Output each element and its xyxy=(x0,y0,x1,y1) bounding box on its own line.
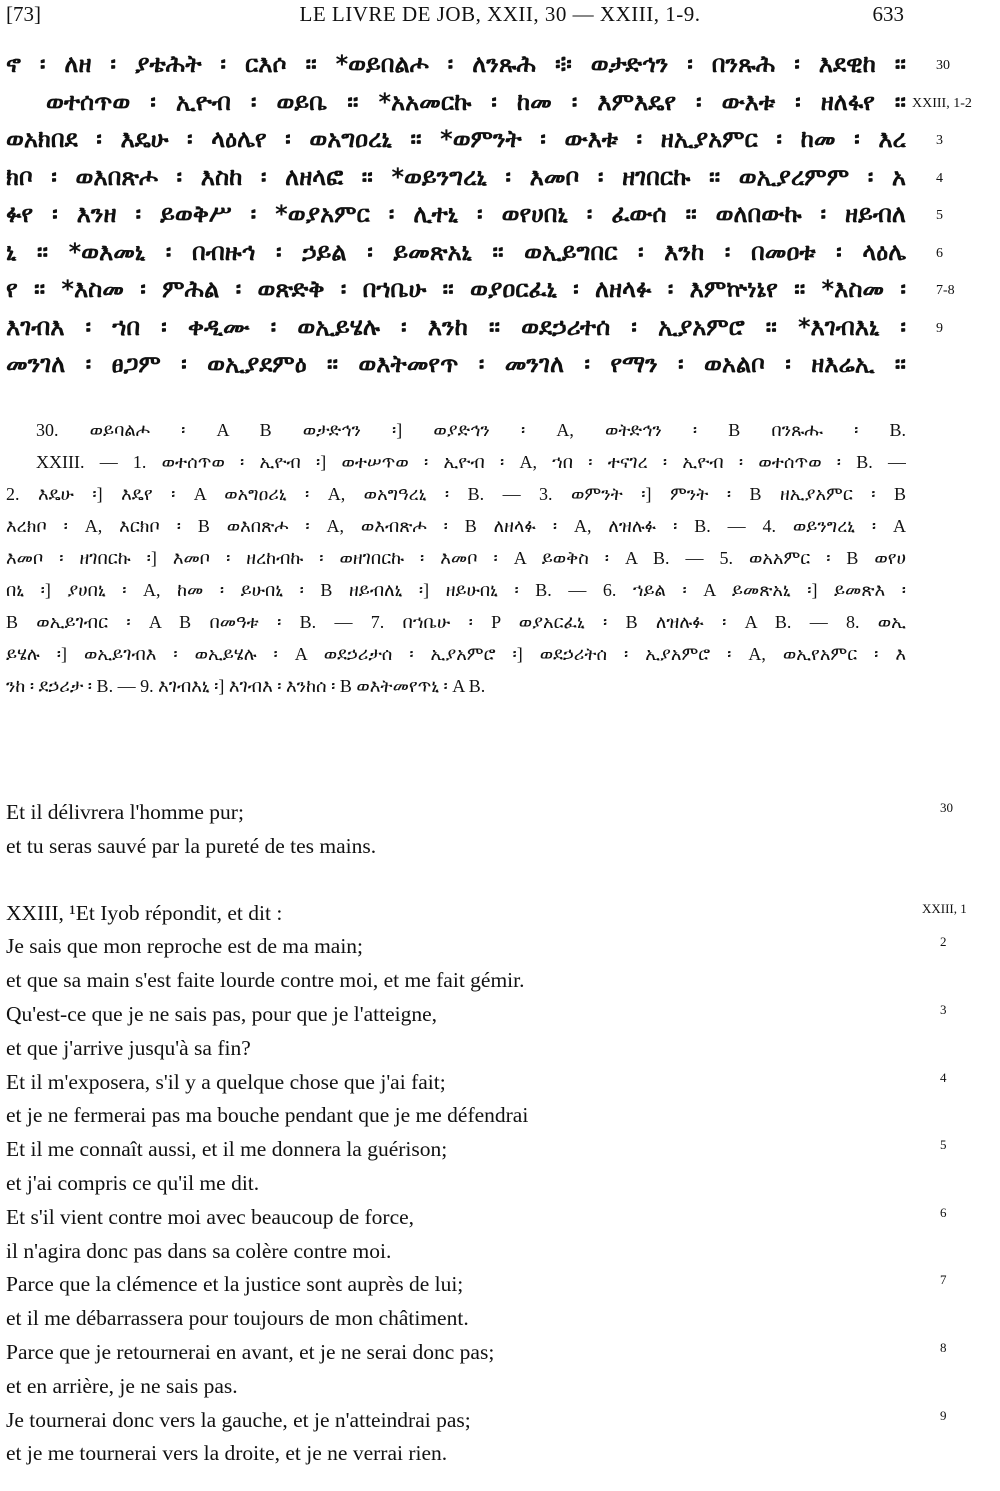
verse-number xyxy=(920,1302,1000,1336)
apparatus-line: ንከ ፡ ደኃሪታ ፡ B. — 9. እገብእኒ ፡] እገብእ ፡ እንከሰ ፡ B ወእትመየጥኒ ፡ A B. xyxy=(6,676,486,696)
ethiopic-text-block xyxy=(6,46,906,384)
apparatus-line: B ወኢይገብር ፡ A B በመዓቱ ፡ B. — 7. በኀቤሁ ፡ P ወያአርፈኒ ፡ B ለዝሉፉ ፡ A B. — 8. ወኢ xyxy=(6,612,906,632)
apparatus-line: 30. ወይባልሖ ፡ A B ወታድኅን ፡] ወያድኅን ፡ A, ወትድኅን ፡ B በንጹሑ ፡ B. xyxy=(36,420,906,440)
verse-number: 9 xyxy=(940,1407,947,1423)
translation-line: et en arrière, je ne sais pas. xyxy=(6,1373,238,1398)
verse-number: 4 xyxy=(936,170,943,186)
verse-number: 5 xyxy=(940,1137,947,1153)
verse-number: 6 xyxy=(936,245,943,261)
verse-number: 5 xyxy=(936,208,943,223)
running-header xyxy=(0,2,1000,28)
verse-number: XXIII, 1 xyxy=(922,900,967,916)
page-marker: [73] xyxy=(6,2,41,26)
ethiopic-line: ፉየ ፡ እንዘ ፡ ይወቅሥ ፡ *ወያአምር ፡ ሊተኒ ፡ ወየሀበኒ ፡ ፈውሰ ። ወለበውኩ ፡ ዘይብለ xyxy=(6,200,906,228)
translation-line: Et il m'exposera, s'il y a quelque chose que j'ai fait; xyxy=(6,1069,446,1094)
verse-number xyxy=(920,1032,1000,1066)
apparatus-line: XXIII. — 1. ወተሰጥወ ፡ ኢዮብ ፡] ወተሠጥወ ፡ ኢዮብ ፡ A, ኀበ ፡ ተናገረ ፡ ኢዮብ ፡ ወተሰጥወ ፡ B. — xyxy=(36,452,906,472)
verse-number: 7-8 xyxy=(936,283,955,298)
translation-line: Et il me connaît aussi, et il me donnera la guérison; xyxy=(6,1137,448,1162)
translation-line: Et s'il vient contre moi avec beaucoup de force, xyxy=(6,1204,415,1229)
verse-number: 3 xyxy=(940,1001,947,1017)
apparatus-line: እመቦ ፡ ዘገበርኩ ፡] እመቦ ፡ ዘረከብኩ ፡ ወዘገበርኩ ፡ እመቦ ፡ A ይወቅስ ፡ A B. — 5. ወአአምር ፡ B ወየሀ xyxy=(6,548,906,568)
ethiopic-line: እገብእ ፡ ኀበ ፡ ቀዲሙ ፡ ወኢይሄሉ ፡ እንከ ። ወደኃሪተሰ ፡ ኢያአምሮ ። *እገብእኒ ፡ xyxy=(6,312,906,341)
ethiopic-line: ክቦ ፡ ወእበጽሖ ፡ እስከ ፡ ለዘላፎ ። *ወይንግረኒ ፡ እመቦ ፡ ዘገበርኩ ። ወኢያረምም ፡ አ xyxy=(6,162,906,191)
translation-line: Je sais que mon reproche est de ma main; xyxy=(6,934,364,959)
verse-number: 6 xyxy=(940,1204,947,1220)
translation-line: et j'ai compris ce qu'il me dit. xyxy=(6,1170,260,1195)
translation-line: et je ne fermerai pas ma bouche pendant que je me défendrai xyxy=(6,1103,529,1128)
verse-number: 2 xyxy=(940,934,947,950)
verse-number xyxy=(920,964,1000,998)
running-title: LE LIVRE DE JOB, XXII, 30 — XXIII, 1-9. xyxy=(299,2,701,26)
critical-apparatus xyxy=(6,414,906,702)
translation-line: et il me débarrassera pour toujours de mon châtiment. xyxy=(6,1306,469,1331)
verse-number: 30 xyxy=(936,58,950,73)
translation-line: Et il délivrera l'homme pur; xyxy=(6,800,244,824)
ethiopic-verse-numbers xyxy=(910,46,1000,384)
translation-line: et que sa main s'est faite lourde contre moi, et me fait gémir. xyxy=(6,968,525,993)
ethiopic-line: ኖ ፡ ለዘ ፡ ያቴሕት ፡ ርእሶ ። *ወይበልሖ ፡ ለንጹሕ ፨ ወታድኅን ፡ በንጹሕ ፡ እደዊከ ። xyxy=(6,50,906,78)
translation-line: et que j'arrive jusqu'à sa fin? xyxy=(6,1035,251,1060)
verse-number xyxy=(920,1370,1000,1404)
verse-number xyxy=(910,346,1000,384)
translation-line: et je me tournerai vers la droite, et je ne verrai rien. xyxy=(6,1441,448,1466)
verse-number xyxy=(920,1099,1000,1133)
french-verse-numbers xyxy=(920,796,1000,1471)
apparatus-line: 2. እዴሁ ፡] እዴየ ፡ A ወአግዐሪኒ ፡ A, ወአግዓረኒ ፡ B. — 3. ወምንት ፡] ምንት ፡ B ዘኢያአምር ፡ B xyxy=(6,484,906,504)
french-translation xyxy=(6,796,906,1471)
verse-number xyxy=(920,1437,1000,1471)
translation-line: Parce que la clémence et la justice sont auprès de lui; xyxy=(6,1272,464,1297)
stanza-gap xyxy=(920,864,1000,897)
translation-line: XXIII, ¹Et Iyob répondit, et dit : xyxy=(6,900,283,925)
apparatus-line: እረክቦ ፡ A, እርክቦ ፡ B ወእበጽሖ ፡ A, ወእብጽሖ ፡ B ለዘላፉ ፡ A, ለዝሉፉ ፡ B. — 4. ወይንግረኒ ፡ A xyxy=(6,516,906,536)
ethiopic-line: ኒ ። *ወእመኒ ፡ በብዙኅ ፡ ኃይል ፡ ይመጽአኒ ። ወኢይግበር ፡ እንከ ፡ በመዐቱ ፡ ላዕሌ xyxy=(6,237,906,266)
verse-number xyxy=(920,1235,1000,1269)
translation-line: Parce que je retournerai en avant, et je ne serai donc pas; xyxy=(6,1339,495,1364)
verse-number: 4 xyxy=(940,1069,947,1085)
ethiopic-line: ወአክበደ ፡ እዴሁ ፡ ላዕሌየ ፡ ወአግዐረኒ ። *ወምንት ፡ ውእቱ ፡ ዘኢያአምር ፡ ከመ ፡ እረ xyxy=(6,125,906,153)
verse-number: 9 xyxy=(936,320,943,336)
ethiopic-line: የ ። *እስመ ፡ ምሕል ፡ ወጽድቅ ፡ በኀቤሁ ። ወያዐርፈኒ ፡ ለዘላፉ ፡ እምኵነኔየ ። *እስመ ፡ xyxy=(6,275,906,303)
translation-line: et tu seras sauvé par la pureté de tes mains. xyxy=(6,833,377,858)
apparatus-line: በኒ ፡] ያሀበኒ ፡ A, ከመ ፡ ይሁበኒ ፡ B ዘይብለኒ ፡] ዘይሁበኒ ፡ B. — 6. ኀይል ፡ A ይመጽአኒ ፡] ይመጽእ ፡ xyxy=(6,580,906,600)
verse-number xyxy=(920,1167,1000,1201)
translation-line: Qu'est-ce que je ne sais pas, pour que je l'atteigne, xyxy=(6,1001,438,1026)
verse-number: 8 xyxy=(940,1339,947,1355)
page-number: 633 xyxy=(872,2,904,26)
ethiopic-line: መንገለ ፡ ፀጋም ፡ ወኢያደምዕ ። ወእትመየጥ ፡ መንገለ ፡ የማን ፡ ወአልቦ ፡ ዘእሬኢ ። xyxy=(6,350,906,378)
apparatus-line: ይሄሉ ፡] ወኢይገብእ ፡ ወኢይሄሉ ፡ A ወደኃሪታሰ ፡ ኢያአምሮ ፡] ወደኃሪትሰ ፡ ኢያአምሮ ፡ A, ወኢየአምር ፡ እ xyxy=(6,644,906,664)
verse-number: 30 xyxy=(940,800,953,815)
verse-number: 3 xyxy=(936,133,943,148)
translation-line: Je tournerai donc vers la gauche, et je n'atteindrai pas; xyxy=(6,1407,471,1432)
ethiopic-line: ወተሰጥወ ፡ ኢዮብ ፡ ወይቤ ። *አአመርኩ ፡ ከመ ፡ እምእዴየ ፡ ውእቱ ፡ ዘለፋየ ። xyxy=(46,87,906,116)
translation-line: il n'agira donc pas dans sa colère contre moi. xyxy=(6,1238,392,1263)
verse-number: 7 xyxy=(940,1272,947,1288)
stanza-gap xyxy=(6,864,906,897)
verse-number xyxy=(920,830,1000,864)
verse-number: XXIII, 1-2 xyxy=(912,95,972,111)
